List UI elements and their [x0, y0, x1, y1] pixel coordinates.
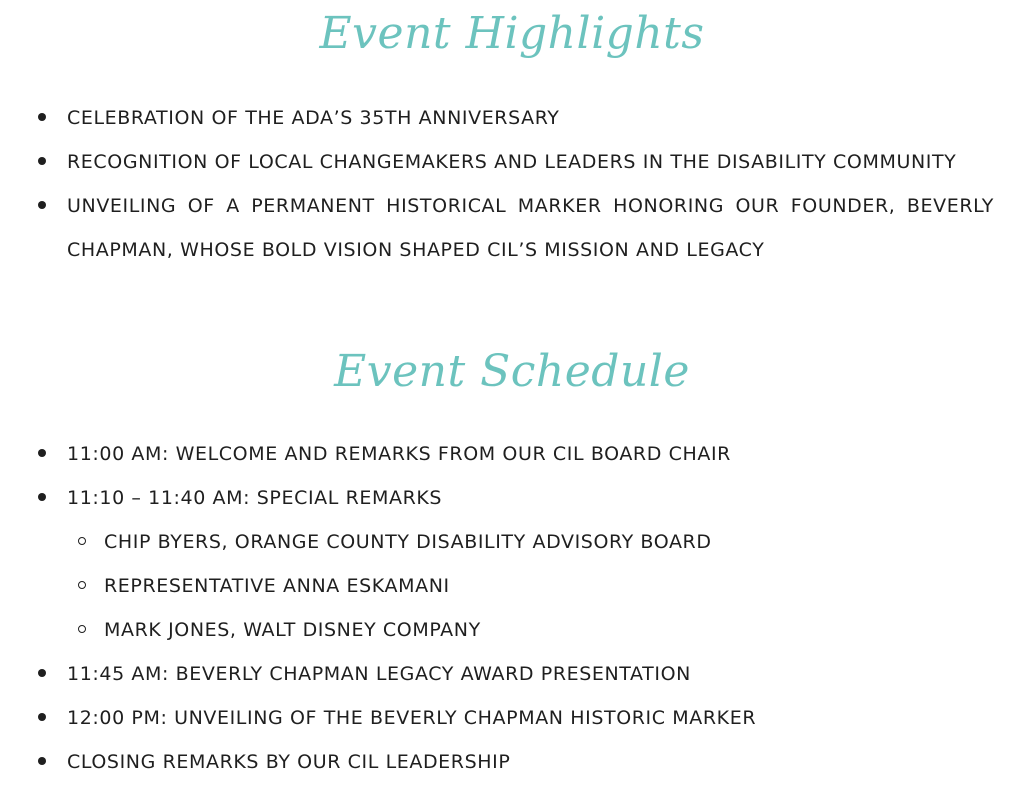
highlight-text: CELEBRATION OF THE ADA’S 35TH ANNIVERSARY [67, 107, 560, 129]
bullet-icon [38, 713, 46, 721]
schedule-item [0, 432, 994, 476]
highlight-text: UNVEILING OF A PERMANENT HISTORICAL MARKER HONORING OUR FOUNDER, BEVERLY CHAPMAN, WHOSE BOLD VISION SHAPED CIL’S MISSION AND LEGACY [67, 195, 994, 261]
speaker-item [67, 608, 994, 652]
event-highlights-heading: Event Highlights [319, 8, 705, 59]
schedule-item [0, 652, 994, 696]
event-schedule-heading: Event Schedule [334, 346, 690, 397]
hollow-bullet-icon [78, 581, 86, 589]
schedule-item [0, 696, 994, 740]
highlight-item [0, 184, 994, 272]
bullet-icon [38, 493, 46, 501]
schedule-text: 11:10 – 11:40 AM: SPECIAL REMARKS [67, 487, 443, 509]
schedule-item [0, 476, 994, 652]
schedule-text: 11:00 AM: WELCOME AND REMARKS FROM OUR CIL BOARD CHAIR [67, 443, 731, 465]
speaker-text: CHIP BYERS, ORANGE COUNTY DISABILITY ADVISORY BOARD [104, 531, 712, 553]
highlight-text: RECOGNITION OF LOCAL CHANGEMAKERS AND LEADERS IN THE DISABILITY COMMUNITY [67, 151, 957, 173]
schedule-item [0, 740, 994, 784]
speaker-item [67, 564, 994, 608]
bullet-icon [38, 113, 46, 121]
speaker-text: MARK JONES, WALT DISNEY COMPANY [104, 619, 481, 641]
highlight-item [0, 140, 994, 184]
schedule-list [0, 432, 994, 784]
hollow-bullet-icon [78, 537, 86, 545]
special-remarks-sublist [67, 520, 994, 652]
bullet-icon [38, 669, 46, 677]
bullet-icon [38, 157, 46, 165]
highlights-list [0, 96, 994, 272]
speaker-text: REPRESENTATIVE ANNA ESKAMANI [104, 575, 450, 597]
highlight-item [0, 96, 994, 140]
speaker-item [67, 520, 994, 564]
bullet-icon [38, 449, 46, 457]
hollow-bullet-icon [78, 625, 86, 633]
schedule-text: 11:45 AM: BEVERLY CHAPMAN LEGACY AWARD PRESENTATION [67, 663, 691, 685]
bullet-icon [38, 201, 46, 209]
schedule-text: CLOSING REMARKS BY OUR CIL LEADERSHIP [67, 751, 511, 773]
bullet-icon [38, 757, 46, 765]
schedule-text: 12:00 PM: UNVEILING OF THE BEVERLY CHAPMAN HISTORIC MARKER [67, 707, 757, 729]
